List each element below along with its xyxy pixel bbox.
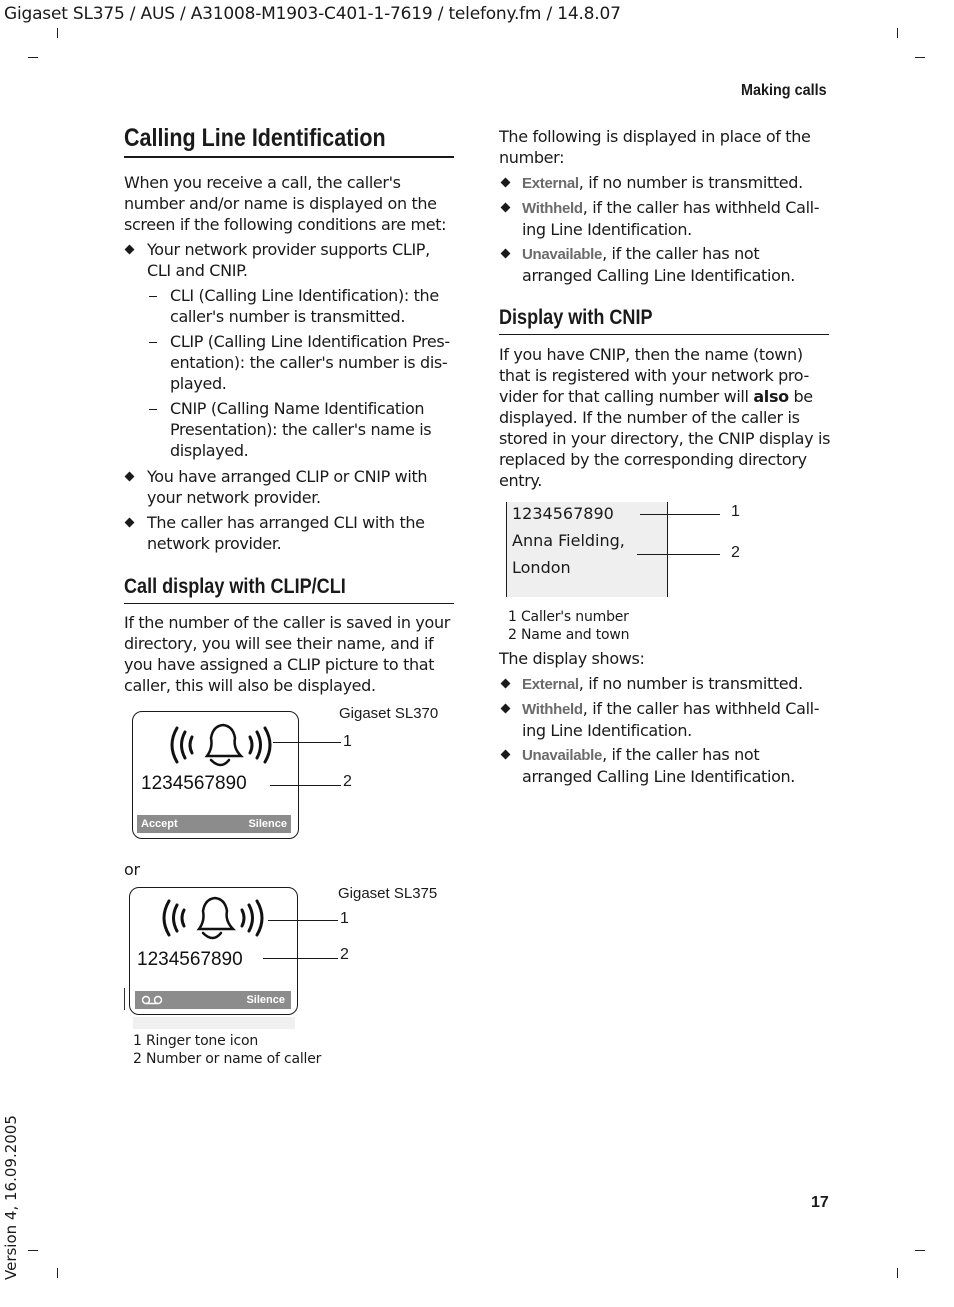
callout-number: 1 <box>343 733 352 750</box>
caller-number: 1234567890 <box>141 773 247 794</box>
crop-mark <box>897 1268 898 1278</box>
ringer-bell-icon <box>155 891 271 945</box>
bullet-diamond <box>501 750 511 760</box>
legend-number: 2 <box>133 1051 142 1067</box>
display-shadow-edge <box>133 1017 295 1029</box>
crop-mark <box>28 1250 38 1251</box>
cnip-town: London <box>512 558 571 577</box>
legend-text: Caller's number <box>520 609 629 625</box>
title-rule <box>124 156 454 158</box>
status-item: External, if no number is transmitted. <box>522 173 803 192</box>
bullet-diamond <box>125 518 135 528</box>
callout-number: 2 <box>731 544 740 561</box>
cnip-number: 1234567890 <box>512 504 614 523</box>
caller-number: 1234567890 <box>137 949 243 970</box>
legend-item <box>508 608 629 626</box>
dash-marker <box>149 296 157 297</box>
clip-paragraph: If the number of the caller is saved in your directory, you will see their name, and if you have assigned a CLIP picture to that caller, this will also be displayed. <box>124 613 450 695</box>
crop-mark <box>57 28 58 38</box>
or-text: or <box>124 860 140 879</box>
cnip-name: Anna Fielding, <box>512 531 625 550</box>
condition-item: The caller has arranged CLI with the network provider. <box>147 513 425 553</box>
following-paragraph: The following is displayed in place of the number: <box>499 127 811 167</box>
silence-soft-key[interactable]: Silence <box>248 818 287 830</box>
callout-line <box>263 958 338 959</box>
callout-number: 1 <box>731 503 740 520</box>
callout-line <box>637 554 720 555</box>
subheading-rule <box>499 334 829 335</box>
legend-text: Name and town <box>520 627 630 643</box>
soft-key-bar <box>135 991 291 1009</box>
bullet-diamond <box>501 249 511 259</box>
subheading-cnip: Display with CNIP <box>499 306 653 329</box>
callout-line <box>640 514 720 515</box>
callout-line <box>273 742 341 743</box>
legend-text: Number or name of caller <box>145 1051 322 1067</box>
callout-line <box>268 920 338 921</box>
phone-model-label: Gigaset SL370 <box>339 705 439 722</box>
crop-mark <box>897 28 898 38</box>
emphasis-also: also <box>753 387 789 406</box>
soft-key-bar <box>137 815 291 833</box>
legend-item <box>508 626 629 644</box>
legend-item <box>133 1032 258 1050</box>
status-keyword: Withheld <box>522 701 583 718</box>
subheading-clip: Call display with CLIP/CLI <box>124 575 346 598</box>
bullet-diamond <box>501 178 511 188</box>
crop-mark <box>57 1268 58 1278</box>
legend-number: 2 <box>508 627 517 643</box>
legend-number: 1 <box>133 1033 142 1049</box>
display-shadow-edge <box>124 988 125 1010</box>
version-label: Version 4, 16.09.2005 <box>2 1115 20 1280</box>
accept-soft-key[interactable]: Accept <box>141 818 178 830</box>
subheading-rule <box>124 603 454 604</box>
bullet-diamond <box>501 704 511 714</box>
intro-paragraph: When you receive a call, the caller's number and/or name is displayed on the screen if the following conditions are met: <box>124 173 447 234</box>
status-item: Withheld, if the caller has withheld Call-ing Line Identification. <box>522 198 820 239</box>
status-keyword: External <box>522 676 579 693</box>
cnip-paragraph: If you have CNIP, then the name (town) that is registered with your network pro-vider for that calling number will also be displayed. If the number of the caller is stored in your directory, the CNIP display is replaced by the corresponding directory entry. <box>499 345 831 490</box>
page-number: 17 <box>811 1194 829 1211</box>
legend-text: Ringer tone icon <box>145 1033 258 1049</box>
status-keyword: External <box>522 175 579 192</box>
status-item: Withheld, if the caller has withheld Call-ing Line Identification. <box>522 699 820 740</box>
sub-item-cnip: CNIP (Calling Name Identification Presentation): the caller's name is displayed. <box>170 399 432 460</box>
page-title: Calling Line Identification <box>124 124 386 152</box>
status-keyword: Withheld <box>522 200 583 217</box>
dash-marker <box>149 409 157 410</box>
bullet-diamond <box>501 203 511 213</box>
handset-display-sl375 <box>129 887 298 1015</box>
phone-model-label: Gigaset SL375 <box>338 885 438 902</box>
callout-number: 2 <box>343 773 352 790</box>
callout-number: 2 <box>340 946 349 963</box>
file-info: Gigaset SL375 / AUS / A31008-M1903-C401-1-7619 / telefony.fm / 14.8.07 <box>4 4 621 24</box>
callout-number: 1 <box>340 910 349 927</box>
bullet-diamond <box>125 245 135 255</box>
crop-mark <box>28 57 38 58</box>
crop-mark <box>915 1250 925 1251</box>
silence-soft-key[interactable]: Silence <box>246 994 285 1006</box>
sub-item-cli: CLI (Calling Line Identification): the caller's number is transmitted. <box>170 286 439 326</box>
crop-mark <box>915 57 925 58</box>
callout-line <box>270 785 341 786</box>
shows-text: The display shows: <box>499 649 645 668</box>
section-title: Making calls <box>741 82 827 99</box>
status-item: Unavailable, if the caller has not arranged Calling Line Identification. <box>522 745 796 786</box>
dash-marker <box>149 342 157 343</box>
condition-item: You have arranged CLIP or CNIP with your network provider. <box>147 467 428 507</box>
sub-item-clip: CLIP (Calling Line Identification Pres-entation): the caller's number is dis-played. <box>170 332 450 393</box>
ringer-bell-icon <box>163 718 279 772</box>
status-keyword: Unavailable <box>522 246 603 263</box>
legend-number: 1 <box>508 609 517 625</box>
cnip-display <box>506 502 668 597</box>
legend-item <box>133 1050 321 1068</box>
status-item: External, if no number is transmitted. <box>522 674 803 693</box>
status-keyword: Unavailable <box>522 747 603 764</box>
bullet-diamond <box>501 679 511 689</box>
status-item: Unavailable, if the caller has not arranged Calling Line Identification. <box>522 244 796 285</box>
condition-item: Your network provider supports CLIP, CLI and CNIP. <box>147 240 430 280</box>
bullet-diamond <box>125 472 135 482</box>
answering-machine-icon[interactable] <box>141 995 163 1005</box>
handset-display-sl370 <box>132 711 299 839</box>
